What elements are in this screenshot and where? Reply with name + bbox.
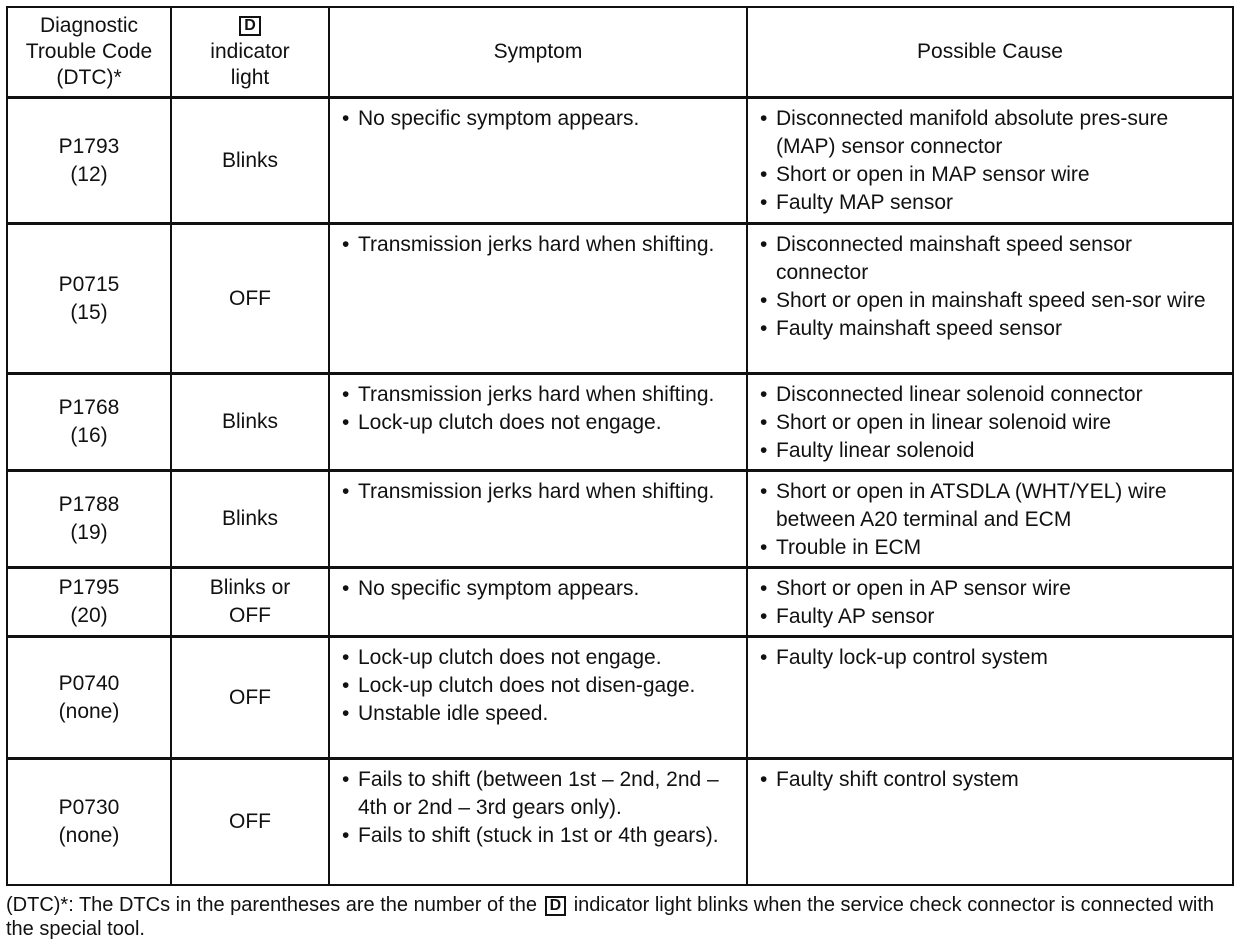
dtc-code-cell	[7, 568, 171, 637]
cause-list	[748, 375, 1232, 469]
symptom-item: • Fails to shift (stuck in 1st or 4th gears).	[340, 822, 740, 850]
table-row	[7, 374, 1233, 471]
symptom-list	[330, 225, 746, 263]
symptom-item: • Lock-up clutch does not engage.	[340, 409, 740, 437]
table-row	[7, 471, 1233, 568]
footnote-text-before: (DTC)*: The DTCs in the parentheses are the number of the	[6, 894, 537, 916]
cause-item: • Disconnected manifold absolute pres-sure (MAP) sensor connector	[758, 105, 1226, 161]
dtc-blink-count: (none)	[58, 823, 120, 847]
dtc-blink-count: (19)	[70, 521, 108, 544]
cause-list	[748, 225, 1232, 347]
dtc-code: P0730	[58, 795, 120, 819]
table-row	[7, 568, 1233, 637]
dtc-code-cell	[7, 759, 171, 885]
dtc-blink-count: (12)	[70, 162, 108, 186]
indicator-light-status: Blinks	[171, 98, 329, 224]
dtc-blink-count: (15)	[70, 300, 108, 324]
dtc-blink-count: (16)	[70, 424, 108, 447]
dtc-code-cell	[7, 471, 171, 568]
header-dtc-line3: (DTC)*	[56, 66, 122, 89]
possible-cause-cell	[747, 471, 1233, 568]
dtc-blink-count: (none)	[58, 699, 120, 723]
table-row	[7, 224, 1233, 374]
possible-cause-cell	[747, 224, 1233, 374]
cause-item: • Disconnected mainshaft speed sensor connector	[758, 231, 1226, 287]
symptom-list	[330, 638, 746, 732]
indicator-light-status: Blinks	[171, 374, 329, 471]
symptom-cell	[329, 471, 747, 568]
table-body	[7, 98, 1233, 885]
cause-item: • Faulty shift control system	[758, 766, 1226, 794]
symptom-list	[330, 760, 746, 854]
cause-list	[748, 638, 1232, 676]
table-row	[7, 637, 1233, 759]
symptom-item: • No specific symptom appears.	[340, 105, 740, 133]
header-symptom: Symptom	[329, 7, 747, 98]
cause-item: • Faulty mainshaft speed sensor	[758, 315, 1226, 343]
symptom-cell	[329, 568, 747, 637]
possible-cause-cell	[747, 98, 1233, 224]
indicator-light-status: OFF	[171, 637, 329, 759]
possible-cause-cell	[747, 759, 1233, 885]
header-possible-cause: Possible Cause	[747, 7, 1233, 98]
dtc-code-cell	[7, 374, 171, 471]
header-dtc-line2: Trouble Code	[25, 40, 153, 63]
cause-item: • Faulty lock-up control system	[758, 644, 1226, 672]
dtc-code: P1793	[58, 134, 120, 158]
indicator-light-status: OFF	[171, 224, 329, 374]
indicator-light-status: OFF	[171, 759, 329, 885]
dtc-code-cell	[7, 98, 171, 224]
header-indicator-line2: light	[230, 66, 270, 89]
indicator-light-status: Blinks or OFF	[171, 568, 329, 637]
symptom-cell	[329, 224, 747, 374]
possible-cause-cell	[747, 568, 1233, 637]
cause-list	[748, 760, 1232, 798]
cause-item: • Faulty linear solenoid	[758, 437, 1226, 465]
header-indicator-line1: indicator	[210, 40, 290, 63]
cause-item: • Faulty MAP sensor	[758, 189, 1226, 217]
possible-cause-cell	[747, 374, 1233, 471]
cause-item: • Short or open in linear solenoid wire	[758, 409, 1226, 437]
symptom-item: • Lock-up clutch does not disen-gage.	[340, 672, 740, 700]
cause-list	[748, 472, 1232, 566]
possible-cause-cell	[747, 637, 1233, 759]
footnote	[6, 893, 1242, 941]
symptom-item: • Lock-up clutch does not engage.	[340, 644, 740, 672]
header-indicator	[171, 7, 329, 98]
symptom-item: • Transmission jerks hard when shifting.	[340, 381, 740, 409]
cause-item: • Short or open in AP sensor wire	[758, 575, 1226, 603]
symptom-list	[330, 99, 746, 137]
d-indicator-symbol: D	[239, 16, 261, 36]
dtc-code: P0715	[58, 272, 120, 296]
table-row	[7, 98, 1233, 224]
footnote-d-symbol: D	[545, 896, 567, 916]
cause-item: • Short or open in mainshaft speed sen-sor wire	[758, 287, 1226, 315]
dtc-code: P1788	[58, 493, 120, 516]
cause-item: • Trouble in ECM	[758, 534, 1226, 562]
indicator-light-status: Blinks	[171, 471, 329, 568]
table-row	[7, 759, 1233, 885]
dtc-code: P1768	[58, 396, 120, 419]
dtc-code-cell	[7, 637, 171, 759]
cause-item: • Faulty AP sensor	[758, 603, 1226, 631]
symptom-cell	[329, 637, 747, 759]
cause-item: • Disconnected linear solenoid connector	[758, 381, 1226, 409]
header-dtc-line1: Diagnostic	[39, 14, 139, 37]
cause-list	[748, 569, 1232, 635]
symptom-list	[330, 375, 746, 441]
table-header-row	[7, 7, 1233, 98]
dtc-code: P0740	[58, 671, 120, 695]
dtc-code: P1795	[58, 576, 120, 599]
dtc-table	[6, 6, 1234, 886]
symptom-item: • Unstable idle speed.	[340, 700, 740, 728]
symptom-cell	[329, 374, 747, 471]
symptom-list	[330, 569, 746, 607]
cause-item: • Short or open in ATSDLA (WHT/YEL) wire between A20 terminal and ECM	[758, 478, 1226, 534]
footnote-text-after: indicator light blinks when the service check connector is connected with the special tool.	[6, 894, 1215, 940]
dtc-blink-count: (20)	[70, 604, 108, 627]
dtc-code-cell	[7, 224, 171, 374]
cause-list	[748, 99, 1232, 221]
symptom-item: • Transmission jerks hard when shifting.	[340, 231, 740, 259]
symptom-cell	[329, 98, 747, 224]
symptom-cell	[329, 759, 747, 885]
symptom-item: • No specific symptom appears.	[340, 575, 740, 603]
header-dtc	[7, 7, 171, 98]
symptom-item: • Transmission jerks hard when shifting.	[340, 478, 740, 506]
symptom-item: • Fails to shift (between 1st – 2nd, 2nd – 4th or 2nd – 3rd gears only).	[340, 766, 740, 822]
symptom-list	[330, 472, 746, 510]
cause-item: • Short or open in MAP sensor wire	[758, 161, 1226, 189]
